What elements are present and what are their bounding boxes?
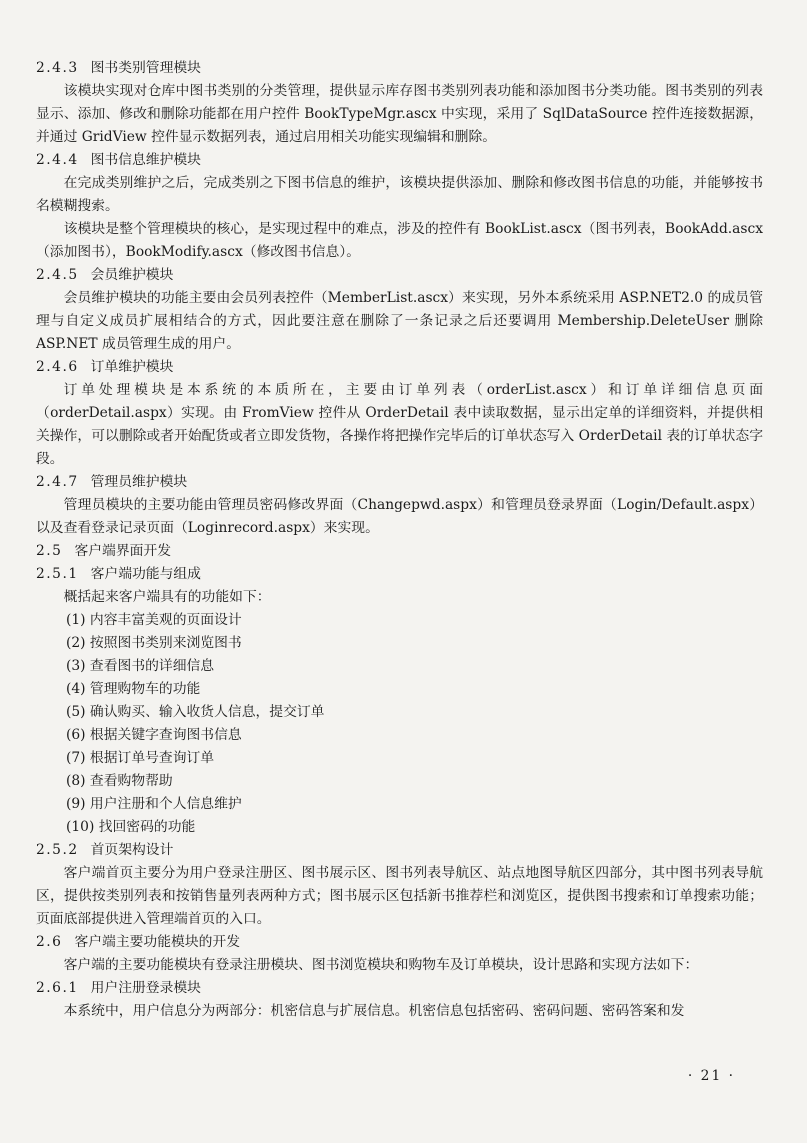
section-heading: 2.4.6 订单维护模块	[36, 359, 174, 375]
section-heading: 2.6 客户端主要功能模块的开发	[36, 934, 241, 950]
body-paragraph: 该模块是整个管理模块的核心，是实现过程中的难点，涉及的控件有 BookList.ascx（图书列表，BookAdd.ascx（添加图书），BookModify.ascx（修改图书信息）。	[36, 221, 763, 260]
feature-list-item: (6) 根据关键字查询图书信息	[66, 727, 242, 743]
feature-list-item: (4) 管理购物车的功能	[66, 681, 201, 697]
section-heading: 2.5 客户端界面开发	[36, 543, 172, 559]
feature-list-item: (10) 找回密码的功能	[66, 819, 196, 835]
body-paragraph: 管理员模块的主要功能由管理员密码修改界面（Changepwd.aspx）和管理员登录界面（Login/Default.aspx）以及查看登录记录页面（Loginrecord.aspx）来实现。	[36, 497, 763, 536]
section-heading: 2.5.1 客户端功能与组成	[36, 566, 201, 582]
feature-list-item: (7) 根据订单号查询订单	[66, 750, 215, 766]
feature-list-item: (9) 用户注册和个人信息维护	[66, 796, 242, 812]
body-paragraph: 在完成类别维护之后，完成类别之下图书信息的维护，该模块提供添加、删除和修改图书信息的功能，并能够按书名模糊搜索。	[36, 175, 763, 214]
body-paragraph: 概括起来客户端具有的功能如下：	[63, 589, 271, 605]
page-number: · 21 ·	[687, 1068, 735, 1084]
feature-list-item: (1) 内容丰富美观的页面设计	[66, 612, 242, 628]
feature-list-item: (3) 查看图书的详细信息	[66, 658, 215, 674]
section-heading: 2.4.3 图书类别管理模块	[36, 60, 201, 76]
feature-list-item: (2) 按照图书类别来浏览图书	[66, 635, 242, 651]
section-heading: 2.4.7 管理员维护模块	[36, 474, 188, 490]
section-heading: 2.6.1 用户注册登录模块	[36, 980, 201, 996]
feature-list-item: (5) 确认购买、输入收货人信息，提交订单	[66, 704, 325, 720]
feature-list-item: (8) 查看购物帮助	[66, 773, 173, 789]
body-paragraph: 客户端的主要功能模块有登录注册模块、图书浏览模块和购物车及订单模块，设计思路和实现方法如下：	[63, 957, 699, 973]
section-heading: 2.4.4 图书信息维护模块	[36, 152, 201, 168]
body-paragraph: 客户端首页主要分为用户登录注册区、图书展示区、图书列表导航区、站点地图导航区四部分，其中图书列表导航区，提供按类别列表和按销售量列表两种方式；图书展示区包括新书推荐栏和浏览区，提供图书搜索和订单搜索功能；页面底部提供进入管理端首页的入口。	[36, 865, 763, 927]
body-paragraph: 该模块实现对仓库中图书类别的分类管理，提供显示库存图书类别列表功能和添加图书分类功能。图书类别的列表显示、添加、修改和删除功能都在用户控件 BookTypeMgr.ascx 中实现，采用了 SqlDataSource 控件连接数据源，并通过 GridView 控件显示数据列表，通过启用相关功能实现编辑和删除。	[36, 83, 763, 145]
body-paragraph: 会员维护模块的功能主要由会员列表控件（MemberList.ascx）来实现，另外本系统采用 ASP.NET2.0 的成员管理与自定义成员扩展相结合的方式，因此要注意在删除了一条记录之后还要调用 Membership.DeleteUser 删除 ASP.NET 成员管理生成的用户。	[36, 290, 763, 352]
section-heading: 2.4.5 会员维护模块	[36, 267, 174, 283]
body-paragraph: 本系统中，用户信息分为两部分：机密信息与扩展信息。机密信息包括密码、密码问题、密码答案和发	[63, 1003, 685, 1019]
section-heading: 2.5.2 首页架构设计	[36, 842, 174, 858]
body-paragraph: 订单处理模块是本系统的本质所在，主要由订单列表（orderList.ascx）和订单详细信息页面（orderDetail.aspx）实现。由 FromView 控件从 OrderDetail 表中读取数据，显示出定单的详细资料，并提供相关操作，可以删除或者开始配货或者立即发货物，各操作将把操作完毕后的订单状态写入 OrderDetail 表的订单状态字段。	[36, 382, 763, 467]
